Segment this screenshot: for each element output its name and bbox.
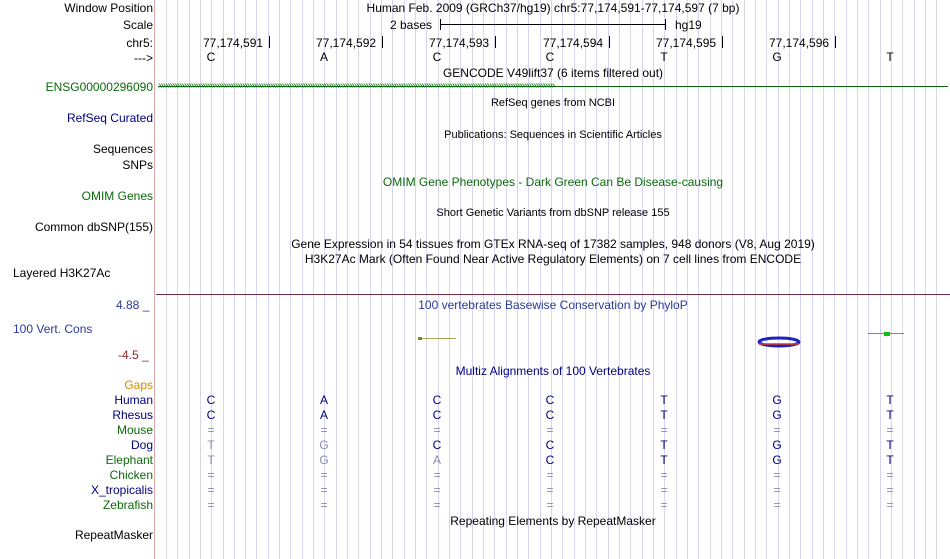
species-label-x-tropicalis[interactable]: X_tropicalis xyxy=(90,483,153,497)
omim-label[interactable]: OMIM Genes xyxy=(81,189,153,203)
aligned-base: = xyxy=(207,423,215,437)
assembly-title[interactable]: Human Feb. 2009 (GRCh37/hg19) chr5:77,174,591-77,174,597 (7 bp) xyxy=(366,1,740,15)
aligned-base: C xyxy=(545,408,555,422)
aligned-base: G xyxy=(772,393,782,407)
aligned-base: = xyxy=(773,483,781,497)
repeatmasker-title[interactable]: Repeating Elements by RepeatMasker xyxy=(450,514,656,528)
label-divider xyxy=(154,0,155,559)
gaps-label[interactable]: Gaps xyxy=(124,378,153,392)
aligned-base: = xyxy=(660,498,668,512)
repeatmasker-label[interactable]: RepeatMasker xyxy=(74,528,153,542)
position-label: 77,174,596 xyxy=(769,36,830,50)
species-label-zebrafish[interactable]: Zebrafish xyxy=(102,498,153,512)
scale-label: Scale xyxy=(122,18,153,32)
strand-label[interactable]: ---> xyxy=(134,51,153,65)
species-label-dog[interactable]: Dog xyxy=(130,438,153,452)
aligned-base: T xyxy=(886,453,894,467)
gene-direction-arrows: ›››››››››››››››››››››››››››››››››››››››››››››››››››››››››››››››››››››››››››››››››››››››››››››››››››››››››››››››››››››››››››››››››››››››››››››››››››››››››››››››››››››››››› xyxy=(158,80,555,91)
phylop-plot[interactable] xyxy=(156,325,950,355)
aligned-base: G xyxy=(772,408,782,422)
aligned-base: C xyxy=(206,408,216,422)
aligned-base: G xyxy=(772,438,782,452)
aligned-base: = xyxy=(546,498,554,512)
aligned-base: = xyxy=(433,468,441,482)
position-label: 77,174,591 xyxy=(203,36,264,50)
aligned-base: A xyxy=(319,393,328,407)
chrom-label: chr5: xyxy=(126,36,153,50)
ref-base: C xyxy=(545,50,555,64)
position-label: 77,174,595 xyxy=(656,36,717,50)
position-label: 77,174,593 xyxy=(429,36,490,50)
aligned-base: = xyxy=(886,468,894,482)
species-label-human[interactable]: Human xyxy=(114,393,153,407)
aligned-base: = xyxy=(886,423,894,437)
aligned-base: G xyxy=(772,453,782,467)
aligned-base: = xyxy=(546,483,554,497)
aligned-base: C xyxy=(545,438,555,452)
ruler-tick xyxy=(382,36,383,48)
refseq-title[interactable]: RefSeq genes from NCBI xyxy=(490,97,616,109)
aligned-base: = xyxy=(886,498,894,512)
aligned-base: = xyxy=(886,483,894,497)
aligned-base: T xyxy=(207,438,215,452)
aligned-base: = xyxy=(660,483,668,497)
aligned-base: = xyxy=(320,468,328,482)
ref-base: C xyxy=(206,50,216,64)
species-label-rhesus[interactable]: Rhesus xyxy=(112,408,153,422)
aligned-base: C xyxy=(206,393,216,407)
species-label-chicken[interactable]: Chicken xyxy=(109,468,153,482)
gtex-title[interactable]: Gene Expression in 54 tissues from GTEx RNA-seq of 17382 samples, 948 donors (V8, Aug 2019) xyxy=(291,237,815,251)
aligned-base: C xyxy=(545,453,555,467)
h3k27ac-signal-line xyxy=(156,294,950,295)
h3k27ac-title[interactable]: H3K27Ac Mark (Often Found Near Active Regulatory Elements) on 7 cell lines from ENCODE xyxy=(304,252,802,266)
sequences-label[interactable]: Sequences xyxy=(92,142,153,156)
aligned-base: = xyxy=(660,468,668,482)
position-label: 77,174,594 xyxy=(543,36,604,50)
aligned-base: = xyxy=(433,423,441,437)
aligned-base: = xyxy=(207,498,215,512)
aligned-base: T xyxy=(207,453,215,467)
phylop-max-label: 4.88 _ xyxy=(116,298,150,312)
aligned-base: = xyxy=(546,423,554,437)
ruler-tick xyxy=(722,36,723,48)
aligned-base: = xyxy=(320,483,328,497)
ruler-tick xyxy=(609,36,610,48)
aligned-base: T xyxy=(886,438,894,452)
ruler-tick xyxy=(835,36,836,48)
aligned-base: A xyxy=(432,453,441,467)
aligned-base: C xyxy=(432,438,442,452)
aligned-base: = xyxy=(546,468,554,482)
species-label-elephant[interactable]: Elephant xyxy=(105,453,153,467)
aligned-base: = xyxy=(773,423,781,437)
phylop-bar xyxy=(418,337,422,340)
phylop-min-label: -4.5 _ xyxy=(118,348,149,362)
aligned-base: T xyxy=(660,408,668,422)
position-label: 77,174,592 xyxy=(316,36,377,50)
species-label-mouse[interactable]: Mouse xyxy=(116,423,153,437)
refseq-label[interactable]: RefSeq Curated xyxy=(66,111,153,125)
scale-db: hg19 xyxy=(675,18,702,32)
multiz-title[interactable]: Multiz Alignments of 100 Vertebrates xyxy=(455,364,651,378)
aligned-base: = xyxy=(320,423,328,437)
ref-base: G xyxy=(772,50,782,64)
ref-base: A xyxy=(319,50,328,64)
dbsnp-label[interactable]: Common dbSNP(155) xyxy=(34,220,153,234)
dbsnp-title[interactable]: Short Genetic Variants from dbSNP release 155 xyxy=(436,207,670,219)
aligned-base: G xyxy=(319,438,329,452)
aligned-base: = xyxy=(773,498,781,512)
gencode-title[interactable]: GENCODE V49lift37 (6 items filtered out) xyxy=(442,66,664,80)
aligned-base: = xyxy=(433,498,441,512)
aligned-base: C xyxy=(545,393,555,407)
phylop-logo-g xyxy=(759,338,799,346)
aligned-base: C xyxy=(432,408,442,422)
aligned-base: A xyxy=(319,408,328,422)
aligned-base: C xyxy=(432,393,442,407)
phylop-title[interactable]: 100 vertebrates Basewise Conservation by PhyloP xyxy=(418,298,688,312)
window-position-label: Window Position xyxy=(64,1,153,15)
ref-base: C xyxy=(432,50,442,64)
aligned-base: = xyxy=(773,468,781,482)
ruler-tick xyxy=(495,36,496,48)
aligned-base: = xyxy=(660,423,668,437)
omim-title[interactable]: OMIM Gene Phenotypes - Dark Green Can Be Disease-causing xyxy=(382,175,724,189)
gencode-item-label[interactable]: ENSG00000296090 xyxy=(45,80,153,94)
aligned-base: = xyxy=(207,468,215,482)
aligned-base: = xyxy=(207,483,215,497)
ruler-tick xyxy=(269,36,270,48)
publications-title[interactable]: Publications: Sequences in Scientific Articles xyxy=(444,129,662,141)
ref-base: T xyxy=(660,50,668,64)
snps-label[interactable]: SNPs xyxy=(122,158,153,172)
scale-text: 2 bases xyxy=(390,18,433,32)
aligned-base: = xyxy=(433,483,441,497)
aligned-base: T xyxy=(886,393,894,407)
aligned-base: T xyxy=(660,453,668,467)
phylop-bar xyxy=(884,332,890,336)
ref-base: T xyxy=(886,50,894,64)
aligned-base: = xyxy=(320,498,328,512)
aligned-base: G xyxy=(319,453,329,467)
aligned-base: T xyxy=(660,438,668,452)
phylop-label[interactable]: 100 Vert. Cons xyxy=(13,322,93,336)
aligned-base: T xyxy=(660,393,668,407)
h3k27ac-label[interactable]: Layered H3K27Ac xyxy=(13,266,111,280)
aligned-base: T xyxy=(886,408,894,422)
